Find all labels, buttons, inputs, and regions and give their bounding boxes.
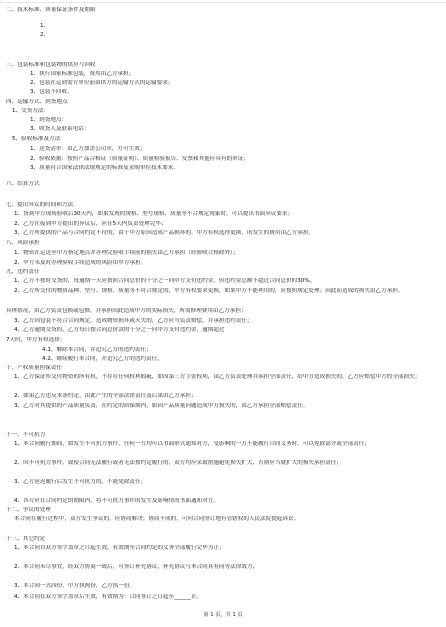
section-heading: 三、包装标准和包装物的供应与回收: [6, 62, 96, 68]
text-line: 2、验收依据：按照产品合格证（质量证明）、质量检验报告、发票和其他应具有的单证；: [30, 156, 249, 162]
text-line: 1、: [40, 23, 50, 29]
text-line: 1、送货清单：由乙方加盖公司章，方可生效；: [30, 146, 146, 152]
text-line: 2、本合同未尽事宜，经双方协商一致后，可签订补充协议，补充协议与本合同具有同等法律效力；: [14, 564, 259, 570]
text-line: 3、乙方所提供的产品与合同约定不符的，由于甲方原因造成产品损坏的，甲方有权选择更换，所发生的费用由乙方承担。: [14, 230, 315, 236]
text-line: 1、货到甲方现场验收后30天内，如果发现的规格、型号规格、质量等不合规定现象时，可以提出书面异议要求；: [14, 211, 294, 217]
section-heading: 十三、其它约定: [6, 536, 46, 542]
text-line: 1、乙方不按时交货的，每逾期一天应按照合同总价的千分之一向甲方支付违约金，但违约金总额不超过合同总价的30%。: [14, 278, 316, 284]
top-rule: [0, 2, 446, 3]
text-line: 本合同在履行过程中，双方发生争议的，应协商解决；协商不成的，可向合同签订地有管辖权的人民法院提起诉讼。: [14, 516, 300, 522]
section-heading: 六、结算方式: [6, 181, 40, 187]
text-line: 2、乙方在接到甲方提出的异议后，应在5天内负责处理完毕；: [14, 221, 167, 227]
text-line: 7天时，甲方有权选择：: [6, 337, 66, 343]
text-line: 3、乙方对其提供的产品质量负责，在约定的质保期内，如因产品质量问题造成甲方损失的，由乙方承担全部赔偿责任。: [14, 403, 309, 409]
text-line: 2、甲方未及时办理验收手续造成的风险由甲方承担。: [14, 260, 147, 266]
text-line: 具体情况，由乙方负责包换或包修，并承担因此造成甲方的实际损失，所需修理费用由乙方承担；: [6, 308, 247, 314]
text-line: 3、本合同一式四份，甲方执两份，乙方执一份。: [14, 583, 136, 589]
text-line: 1、本合同自双方签字盖章之日起生效，有效期至合同约定的义务全部履行完毕为止；: [14, 545, 225, 551]
text-line: 2、乙方所交付的物资品种、型号、规格、质量等不符合规定的，甲方有权要求更换，如果甲方不能利用的，应按照规定处理；因此而造成的损失由乙方承担。: [14, 288, 404, 294]
text-line: 3、质量符合国家法律法规规定的标准及采购单位技术要求。: [30, 165, 179, 171]
text-line: 2、包装在运到需方单位前由供方的运输方式的运输要求；: [30, 80, 174, 86]
text-line: 3、乙方延迟履行后发生不可抗力的，不能免除责任；: [14, 479, 147, 485]
text-line: 1、执行国家标准包装，费用由乙方承担；: [30, 71, 135, 77]
text-line: 3、乙方因包装不符合合同规定，造成物资损坏或灭失的，乙方应当负责赔偿，并承担违约责任；: [14, 318, 253, 324]
text-line: 1、到货地点：: [30, 117, 68, 123]
text-line: 2、: [40, 32, 50, 38]
text-line: 4、各方应在合同约定的期限内，将不可抗力事件的发生及影响情况书面通知对方。: [14, 498, 219, 504]
section-heading: 四、运输方式、到货地点: [6, 99, 68, 105]
text-line: 4、本合同在双方签字盖章后生效，有效期为：合同签订之日起至______止。: [14, 594, 203, 600]
text-line: 4.1、解除本合同，并追究乙方的违约责任；: [42, 347, 152, 353]
text-line: 2、因不可抗力事件，致使合同无法履行或者无法按约定履行的，双方均应采取措施避免损失扩大，否则应当就扩大的损失承担责任；: [14, 460, 342, 466]
section-heading: 八、风险承担: [6, 240, 40, 246]
section-heading: 七、提出异议的时间和方法: [6, 202, 74, 208]
text-line: 1、乙方保证所交付物资的所有权，不存在任何权利瑕疵，如因第三方主张权利，由乙方负责处理并承担全部责任，给甲方造成损失的，乙方应赔偿甲方的全部损失；: [14, 374, 421, 380]
section-heading: 十一、不可抗力: [6, 432, 46, 438]
page-number: 第 1 页，共 1 页: [203, 612, 243, 618]
text-line: 4、乙方逾期交货的，乙方每日按合同总价款的千分之一向甲方支付违约金，逾期超过: [14, 327, 225, 333]
section-heading: 十二、争议的处理: [6, 507, 51, 513]
text-line: 1、物资在运送至甲方指定地点并办理完验收手续前的损失由乙方承担（经验收合格除外）；: [14, 250, 239, 256]
section-heading: 十、产权质量担保责任: [6, 365, 62, 371]
text-line: 3、包装不回收。: [30, 89, 73, 95]
text-line: 3、收货人及联系电话：: [30, 126, 90, 132]
section-heading: 九、违约责任: [6, 269, 40, 275]
text-line: 1、交货方法：: [12, 108, 50, 114]
text-line: 1、本合同履行期间，如发生不可抗力事件，任何一方均可以书面形式通知对方，受影响的一方不能履行合同义务时，可以免除部分或全部责任；: [14, 441, 370, 447]
text-line: 5、验收标准及方法: [12, 136, 61, 142]
section-heading: 二、技术标准、质量保证条件及期限: [6, 7, 96, 13]
text-line: 2、如果乙方违反本条约定，由此产生的全部法律责任及后果由乙方承担；: [14, 393, 197, 399]
text-line: 4.2、继续履行本合同，并追究乙方的违约责任。: [42, 356, 163, 362]
